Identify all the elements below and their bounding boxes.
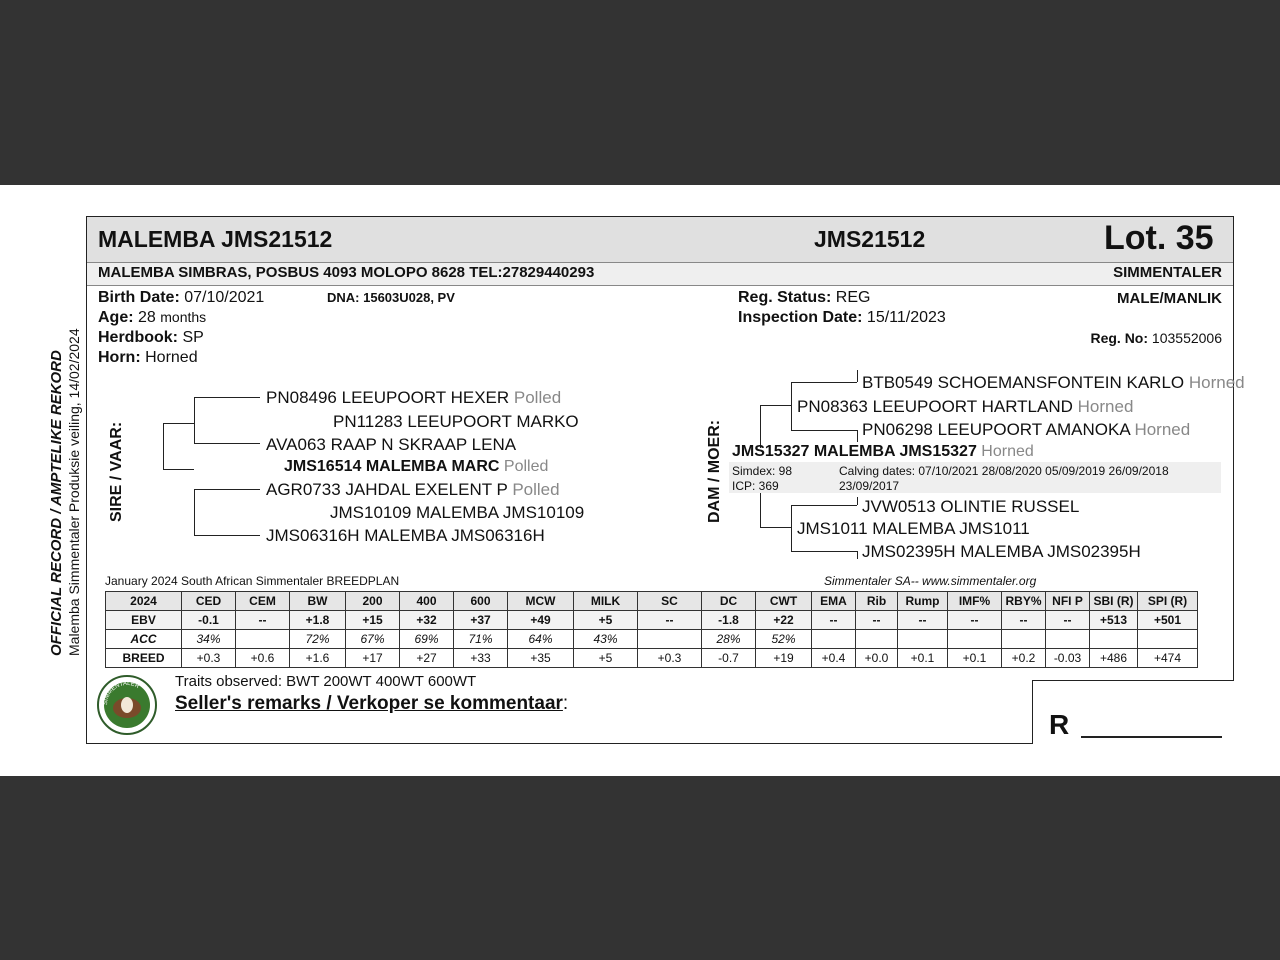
animal-card	[86, 216, 1245, 743]
dam-label: DAM / MOER:	[706, 419, 723, 523]
breedplan-header-cell: MILK	[574, 592, 638, 611]
breedplan-row-ebv	[106, 611, 1198, 630]
breedplan-cell: +37	[454, 611, 508, 630]
breedplan-cell: -0.03	[1046, 649, 1090, 668]
breedplan-header-cell: NFI P	[1046, 592, 1090, 611]
breedplan-cell: --	[948, 611, 1002, 630]
breedplan-header-cell: CED	[182, 592, 236, 611]
sire-dam: JMS10109 MALEMBA JMS10109	[330, 503, 585, 522]
horn-status: Horn: Horned	[98, 349, 198, 366]
breedplan-cell: 28%	[702, 630, 756, 649]
breedplan-cell: +0.3	[182, 649, 236, 668]
breedplan-cell: -0.1	[182, 611, 236, 630]
breedplan-cell: --	[898, 611, 948, 630]
breedplan-header-row	[106, 592, 1198, 611]
sire: JMS16514 MALEMBA MARC Polled	[284, 458, 549, 475]
dna-info: DNA: 15603U028, PV	[327, 290, 455, 305]
logo	[97, 675, 157, 735]
official-record-label: OFFICIAL RECORD / AMPTELIKE REKORD	[48, 350, 65, 656]
breedplan-header-cell: 200	[346, 592, 400, 611]
breed-name: SIMMENTALER	[1113, 264, 1222, 281]
breedplan-row-label: ACC	[106, 630, 182, 649]
breedplan-cell: 43%	[574, 630, 638, 649]
breedplan-cell: +0.2	[1002, 649, 1046, 668]
breedplan-header-cell: Rib	[856, 592, 898, 611]
breedplan-header-cell: SPI (R)	[1138, 592, 1198, 611]
breedplan-cell	[1002, 630, 1046, 649]
lot-number: Lot. 35	[1104, 219, 1214, 257]
dam-dam-sire: JVW0513 OLINTIE RUSSEL	[862, 497, 1080, 516]
dam-sire: PN08363 LEEUPOORT HARTLAND Horned	[797, 397, 1134, 416]
breedplan-row-label: BREED	[106, 649, 182, 668]
price-input-line[interactable]	[1081, 736, 1222, 738]
breedplan-cell: +1.6	[290, 649, 346, 668]
simmentaler-logo-icon	[97, 675, 157, 735]
breedplan-cell: +0.4	[812, 649, 856, 668]
breedplan-header-cell: 2024	[106, 592, 182, 611]
breedplan-cell: +1.8	[290, 611, 346, 630]
breedplan-cell: --	[1046, 611, 1090, 630]
sire-dam-dam: JMS06316H MALEMBA JMS06316H	[266, 526, 545, 545]
birth-date: Birth Date: 07/10/2021	[98, 289, 265, 306]
breedplan-row-label: EBV	[106, 611, 182, 630]
sale-name-label: Malemba Simmentaler Produksie veiling, 14/02/2024	[66, 328, 82, 656]
breedplan-header-cell: 600	[454, 592, 508, 611]
breedplan-header-cell: RBY%	[1002, 592, 1046, 611]
breedplan-cell: 72%	[290, 630, 346, 649]
breedplan-cell: +0.6	[236, 649, 290, 668]
breedplan-cell: +15	[346, 611, 400, 630]
breedplan-cell: +27	[400, 649, 454, 668]
breedplan-row-breed	[106, 649, 1198, 668]
breedplan-cell	[856, 630, 898, 649]
breedplan-header-cell: 400	[400, 592, 454, 611]
breedplan-cell	[898, 630, 948, 649]
breedplan-header-cell: CEM	[236, 592, 290, 611]
breedplan-header-cell: SBI (R)	[1090, 592, 1138, 611]
breedplan-cell: 52%	[756, 630, 812, 649]
reg-status: Reg. Status: REG	[738, 289, 871, 306]
sire-sire-sire: PN08496 LEEUPOORT HEXER Polled	[266, 388, 562, 407]
breedplan-cell: +486	[1090, 649, 1138, 668]
breedplan-cell	[638, 630, 702, 649]
breedplan-table	[105, 591, 1198, 668]
breedplan-cell: +0.1	[898, 649, 948, 668]
breedplan-header-cell: Rump	[898, 592, 948, 611]
breedplan-cell: +501	[1138, 611, 1198, 630]
sale-record-sheet	[0, 185, 1280, 776]
animal-name: MALEMBA JMS21512	[98, 226, 333, 252]
calving-dates: Calving dates: 07/10/2021 28/08/2020 05/09/2019 26/09/2018	[839, 464, 1169, 478]
breedplan-cell: --	[638, 611, 702, 630]
breedplan-cell: +0.0	[856, 649, 898, 668]
breedplan-cell: +0.1	[948, 649, 1002, 668]
svg-text:SIMMENTALER: SIMMENTALER	[102, 680, 141, 706]
age: Age: 28 months	[98, 309, 207, 326]
seller-remarks-label: Seller's remarks / Verkoper se kommentaar:	[175, 693, 569, 714]
herdbook: Herdbook: SP	[98, 329, 204, 346]
breedplan-cell	[236, 630, 290, 649]
dam-dam-dam: JMS02395H MALEMBA JMS02395H	[862, 542, 1141, 561]
breedplan-cell: +17	[346, 649, 400, 668]
breedplan-cell: --	[812, 611, 856, 630]
reg-number: Reg. No: 103552006	[1090, 330, 1222, 346]
sire-label: SIRE / VAAR:	[108, 421, 125, 522]
breedplan-cell	[1090, 630, 1138, 649]
breedplan-cell: --	[236, 611, 290, 630]
price-prefix: R	[1049, 709, 1070, 740]
breedplan-cell: +49	[508, 611, 574, 630]
breedplan-cell: 34%	[182, 630, 236, 649]
breedplan-header-cell: BW	[290, 592, 346, 611]
breedplan-source: Simmentaler SA-- www.simmentaler.org	[824, 574, 1037, 588]
breedplan-cell: +474	[1138, 649, 1198, 668]
sire-sire: PN11283 LEEUPOORT MARKO	[333, 412, 579, 431]
breedplan-header-cell: IMF%	[948, 592, 1002, 611]
breedplan-cell: 69%	[400, 630, 454, 649]
breedplan-header-cell: EMA	[812, 592, 856, 611]
breedplan-cell: -1.8	[702, 611, 756, 630]
icp: ICP: 369	[732, 479, 779, 493]
sire-sire-dam: AVA063 RAAP N SKRAAP LENA	[266, 435, 517, 454]
breedplan-cell: +19	[756, 649, 812, 668]
breedplan-cell: +513	[1090, 611, 1138, 630]
breedplan-header-cell: MCW	[508, 592, 574, 611]
breedplan-cell: 64%	[508, 630, 574, 649]
inspection-date: Inspection Date: 15/11/2023	[738, 309, 946, 326]
breedplan-cell: +0.3	[638, 649, 702, 668]
breedplan-cell: --	[856, 611, 898, 630]
breedplan-cell	[948, 630, 1002, 649]
breedplan-row-acc	[106, 630, 1198, 649]
breedplan-header-cell: DC	[702, 592, 756, 611]
dam-sire-sire: BTB0549 SCHOEMANSFONTEIN KARLO Horned	[862, 373, 1245, 392]
breedplan-cell	[1138, 630, 1198, 649]
breedplan-cell: 71%	[454, 630, 508, 649]
sire-dam-sire: AGR0733 JAHDAL EXELENT P Polled	[266, 480, 560, 499]
sex: MALE/MANLIK	[1117, 290, 1222, 307]
animal-code: JMS21512	[814, 226, 926, 252]
breedplan-cell: --	[1002, 611, 1046, 630]
dam-sire-dam: PN06298 LEEUPOORT AMANOKA Horned	[862, 420, 1191, 439]
breedplan-cell: +33	[454, 649, 508, 668]
breedplan-title: January 2024 South African Simmentaler BREEDPLAN	[105, 574, 400, 588]
owner-address: MALEMBA SIMBRAS, POSBUS 4093 MOLOPO 8628 TEL:27829440293	[98, 264, 595, 281]
breedplan-cell: 67%	[346, 630, 400, 649]
breedplan-header-cell: SC	[638, 592, 702, 611]
breedplan-cell: +5	[574, 611, 638, 630]
dam: JMS15327 MALEMBA JMS15327 Horned	[732, 443, 1034, 460]
breedplan-cell: +22	[756, 611, 812, 630]
dam-dam: JMS1011 MALEMBA JMS1011	[797, 519, 1030, 538]
breedplan-header-cell: CWT	[756, 592, 812, 611]
breedplan-cell: +35	[508, 649, 574, 668]
breedplan-cell: -0.7	[702, 649, 756, 668]
simdex: Simdex: 98	[732, 464, 793, 478]
breedplan-cell	[1046, 630, 1090, 649]
traits-observed: Traits observed: BWT 200WT 400WT 600WT	[175, 673, 477, 690]
calving-dates-2: 23/09/2017	[839, 479, 900, 493]
breedplan-cell: +32	[400, 611, 454, 630]
breedplan-cell: +5	[574, 649, 638, 668]
breedplan-cell	[812, 630, 856, 649]
